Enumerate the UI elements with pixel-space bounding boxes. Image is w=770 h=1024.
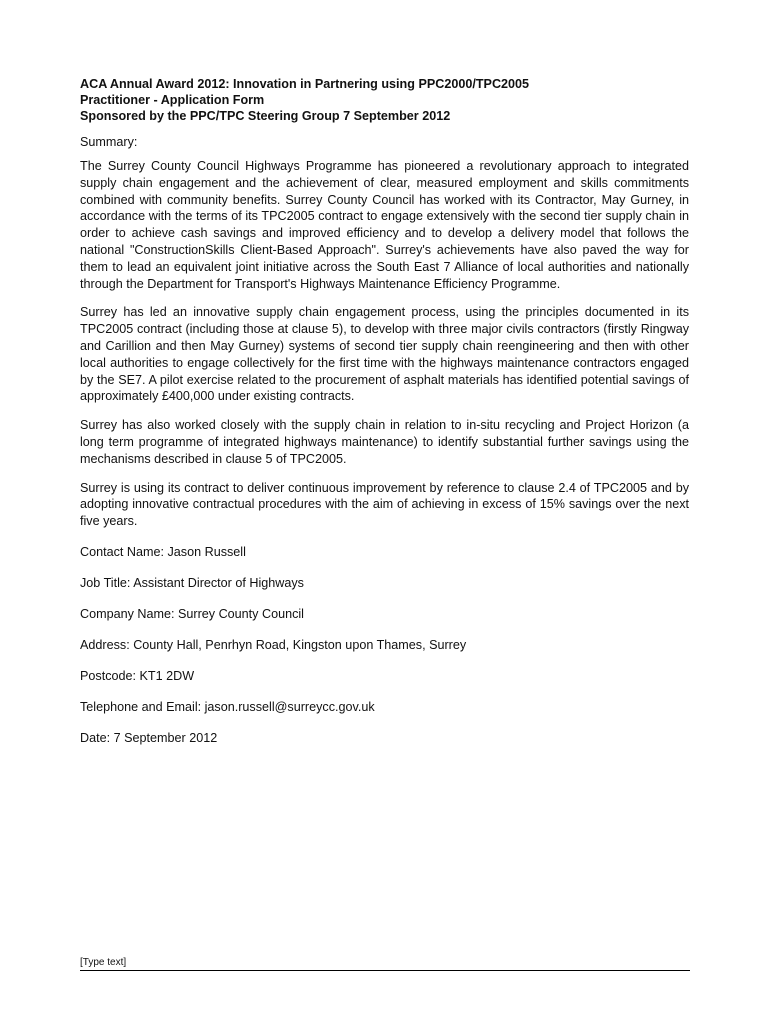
job-title: Job Title: Assistant Director of Highways xyxy=(80,575,304,590)
date: Date: 7 September 2012 xyxy=(80,730,218,745)
document-title: ACA Annual Award 2012: Innovation in Partnering using PPC2000/TPC2005 xyxy=(80,77,530,91)
footer-text: [Type text] xyxy=(80,957,127,968)
summary-paragraph: Surrey is using its contract to deliver continuous improvement by reference to clause 2.4 of TPC2005 and by adopting innovative contractual procedures with the aim of achieving in excess of 15% savings over the next five years. xyxy=(80,480,689,529)
address: Address: County Hall, Penrhyn Road, Kingston upon Thames, Surrey xyxy=(80,637,467,652)
document-page xyxy=(80,76,689,746)
document-subtitle: Practitioner - Application Form xyxy=(80,93,265,107)
postcode: Postcode: KT1 2DW xyxy=(80,668,195,683)
summary-paragraph: The Surrey County Council Highways Programme has pioneered a revolutionary approach to integrated supply chain engagement and the achievement of clear, measured employment and skills commitments combined with community benefits. Surrey County Council has worked with its Contractor, May Gurney, in accordance with the terms of its TPC2005 contract to engage extensively with the second tier supply chain in order to achieve cash savings and improved efficiency and to develop a delivery model that follows the national "ConstructionSkills Client-Based Approach". Surrey's achievements have also paved the way for them to lead an equivalent joint initiative across the South East 7 Alliance of local authorities and nationally through the Department for Transport's Highways Maintenance Efficiency Programme. xyxy=(80,159,689,291)
contact-name: Contact Name: Jason Russell xyxy=(80,544,246,559)
summary-paragraph: Surrey has led an innovative supply chain engagement process, using the principles documented in its TPC2005 contract (including those at clause 5), to develop with three major civils contractors (firstly Ringway and Carillion and then May Gurney) systems of second tier supply chain reengineering and then with other local authorities to engage collectively for the first time with the highways maintenance contractors engaged by the SE7. A pilot exercise related to the procurement of asphalt materials has identified potential savings of approximately £400,000 under existing contracts. xyxy=(80,305,689,404)
document-sponsor-line: Sponsored by the PPC/TPC Steering Group 7 September 2012 xyxy=(80,109,451,123)
summary-label: Summary: xyxy=(80,135,138,149)
summary-paragraph: Surrey has also worked closely with the supply chain in relation to in-situ recycling and Project Horizon (a long term programme of integrated highways maintenance) to identify substantial further savings using the mechanisms described in clause 5 of TPC2005. xyxy=(80,418,689,466)
telephone-email: Telephone and Email: jason.russell@surreycc.gov.uk xyxy=(80,699,375,714)
page-footer xyxy=(80,957,690,971)
company-name: Company Name: Surrey County Council xyxy=(80,606,304,621)
